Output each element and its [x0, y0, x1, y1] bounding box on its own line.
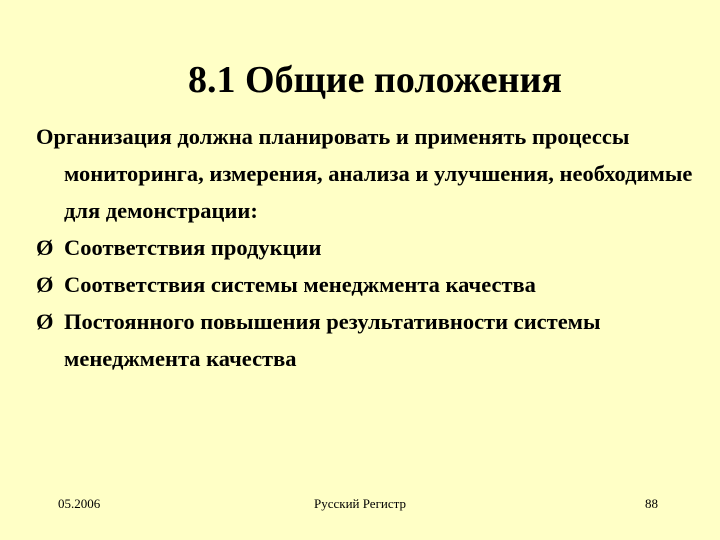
bullet-item [36, 229, 696, 266]
arrow-bullet-icon: Ø [36, 309, 54, 334]
slide-body [36, 118, 696, 377]
bullet-text: Соответствия системы менеджмента качества [64, 272, 536, 297]
footer-organization: Русский Регистр [314, 496, 406, 511]
intro-paragraph: Организация должна планировать и применять процессы мониторинга, измерения, анализа и улучшения, необходимые для демонстрации: [36, 124, 693, 223]
bullet-item [36, 303, 696, 377]
arrow-bullet-icon: Ø [36, 272, 54, 297]
bullet-text: Постоянного повышения результативности системы менеджмента качества [64, 309, 601, 371]
footer-page-number: 88 [645, 496, 658, 511]
footer-date: 05.2006 [58, 496, 101, 511]
bullet-item [36, 266, 696, 303]
arrow-bullet-icon: Ø [36, 235, 54, 260]
bullet-text: Соответствия продукции [64, 235, 322, 260]
slide-title: 8.1 Общие положения [188, 59, 562, 101]
